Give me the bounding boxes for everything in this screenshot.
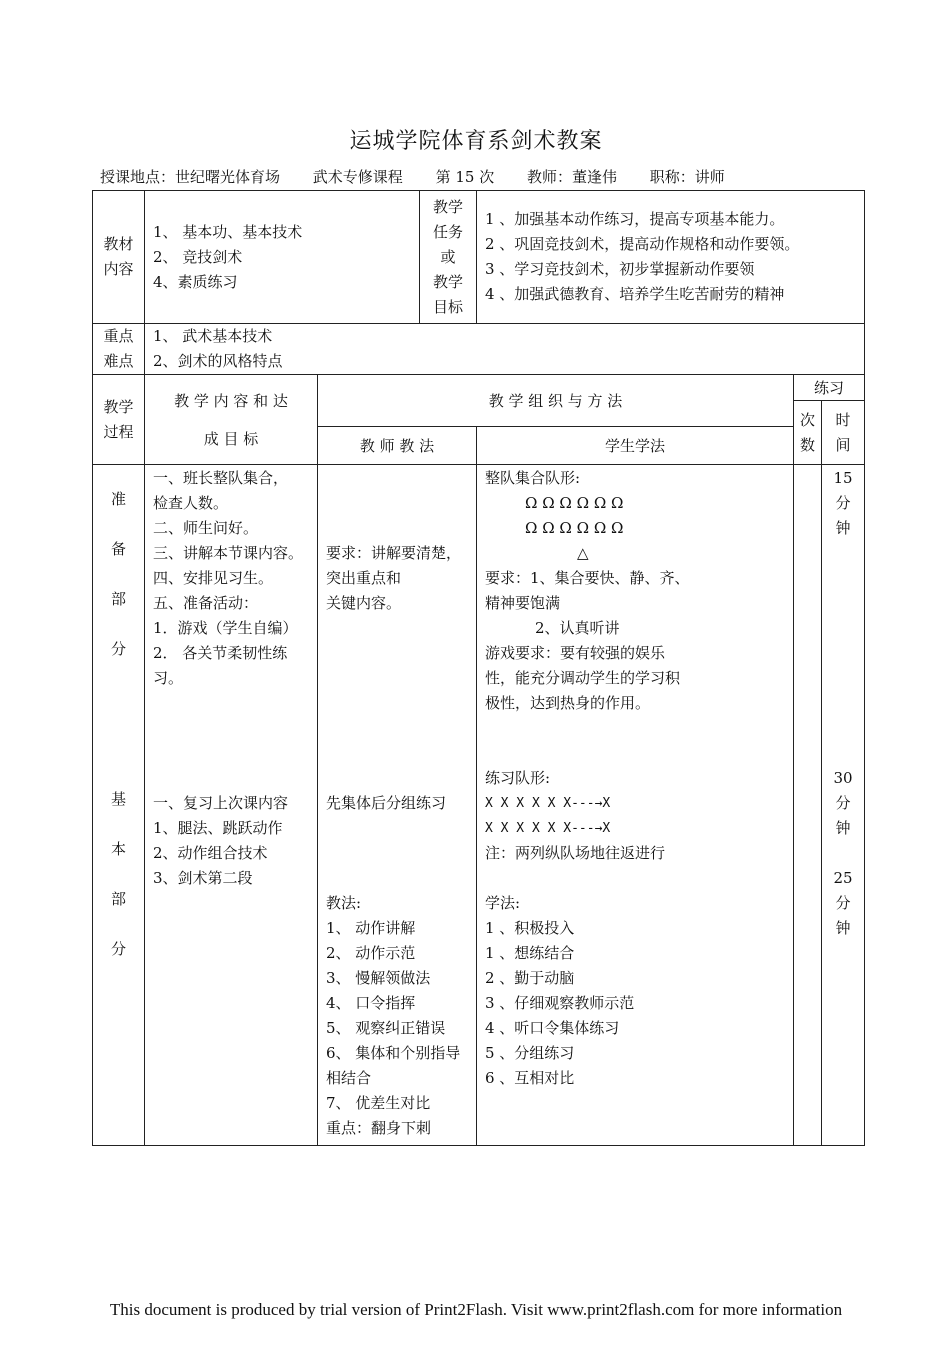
content-goal-header-text: 成 目 标 xyxy=(203,429,259,448)
key-points-label: 难点 xyxy=(103,352,134,370)
prep-student-line: 要求：1、集合要快、静、齐、 xyxy=(485,569,690,587)
teacher-method-cell xyxy=(318,465,477,1146)
main-time-1: 30 xyxy=(833,769,853,787)
duration-header xyxy=(822,401,865,465)
main-content-item: 3、剑术第二段 xyxy=(153,869,253,887)
main-time-2: 钟 xyxy=(835,919,851,937)
prep-formation-row: Ω Ω Ω Ω Ω Ω xyxy=(525,519,624,537)
tasks-content-cell xyxy=(477,191,865,324)
content-goal-header xyxy=(145,375,318,465)
prep-content-item: 习。 xyxy=(153,669,184,687)
main-student-item: 5 、分组练习 xyxy=(485,1044,575,1062)
materials-label-cell xyxy=(93,191,145,324)
key-point-item: 2、剑术的风格特点 xyxy=(153,352,283,370)
student-method-cell xyxy=(477,465,794,1146)
task-item: 4 、加强武德教育、培养学生吃苦耐劳的精神 xyxy=(485,285,785,303)
org-method-header xyxy=(318,375,794,427)
process-header-text: 过程 xyxy=(103,422,134,441)
prep-student-heading: 整队集合队形: xyxy=(485,469,581,487)
prep-teacher-line: 要求：讲解要清楚，突出重点和 xyxy=(326,544,462,587)
main-teacher-item: 2、 动作示范 xyxy=(326,944,416,962)
times-header-text: 次 xyxy=(799,410,815,429)
materials-item: 1、 基本功、基本技术 xyxy=(153,222,303,241)
main-student-note: 注：两列纵队场地往返进行 xyxy=(485,844,666,862)
content-goal-cell xyxy=(145,465,318,1146)
main-time-1: 钟 xyxy=(835,819,851,837)
main-content-item: 一、复习上次课内容 xyxy=(153,794,289,812)
task-item: 3 、学习竞技剑术，初步掌握新动作要领 xyxy=(485,260,755,278)
header-row-1 xyxy=(93,375,865,401)
main-content-item: 1、腿法、跳跃动作 xyxy=(153,819,283,837)
main-label: 部 xyxy=(110,890,126,908)
duration-cell xyxy=(822,465,865,1146)
prep-student-line: 性，能充分调动学生的学习积 xyxy=(485,669,681,687)
main-teacher-heading: 教法: xyxy=(326,894,362,912)
tasks-label: 教学 xyxy=(432,272,463,291)
teacher-method-header-text: 教 师 教 法 xyxy=(359,437,435,455)
prep-content-item: 四、安排见习生。 xyxy=(153,569,274,587)
duration-header-text: 时 xyxy=(835,410,851,429)
task-item: 2 、巩固竞技剑术，提高动作规格和动作要领。 xyxy=(485,235,800,253)
tasks-label: 目标 xyxy=(432,297,463,316)
times-header xyxy=(794,401,822,465)
org-method-header-text: 教 学 组 织 与 方 法 xyxy=(488,392,623,410)
main-formation-row: X X X X X X---→X xyxy=(485,821,611,836)
materials-item: 4、素质练习 xyxy=(153,272,238,291)
info-teacher: 教师：董逢伟 xyxy=(527,168,618,186)
prep-content-item: 二、师生问好。 xyxy=(153,519,259,537)
prep-student-line: 游戏要求：要有较强的娱乐 xyxy=(485,644,666,662)
prep-time: 15 xyxy=(833,469,853,487)
info-rank: 职称：讲师 xyxy=(649,168,725,186)
prep-content-item: 1．游戏（学生自编） xyxy=(153,619,298,637)
practice-header-text: 练习 xyxy=(814,379,845,397)
process-header-text: 教学 xyxy=(103,397,134,416)
main-teacher-item: 重点：翻身下刺 xyxy=(326,1119,432,1137)
main-time-1: 分 xyxy=(835,794,851,812)
prep-time: 钟 xyxy=(835,519,851,537)
tasks-label: 教学 xyxy=(432,197,463,216)
prep-label: 部 xyxy=(110,590,126,608)
materials-row xyxy=(93,191,865,324)
main-time-2: 25 xyxy=(833,869,853,887)
task-item: 1 、加强基本动作练习，提高专项基本能力。 xyxy=(485,210,785,228)
prep-teacher-line: 关键内容。 xyxy=(326,594,402,612)
key-points-label-cell xyxy=(93,324,145,375)
main-student-item: 1 、积极投入 xyxy=(485,919,575,937)
materials-content-cell xyxy=(145,191,420,324)
info-session: 第 15 次 xyxy=(435,168,495,186)
prep-student-line: 精神要饱满 xyxy=(485,594,561,612)
prep-label: 准 xyxy=(110,490,126,508)
main-teacher-item: 1、 动作讲解 xyxy=(326,919,416,937)
tasks-label: 或 xyxy=(440,247,456,266)
process-header xyxy=(93,375,145,465)
key-point-item: 1、 武术基本技术 xyxy=(153,327,273,345)
main-formation-row: X X X X X X---→X xyxy=(485,796,611,811)
trial-footer: This document is produced by trial version of Print2Flash. Visit www.print2flash.com for more information xyxy=(109,1300,843,1319)
main-label: 分 xyxy=(110,940,126,958)
info-place: 授课地点：世纪曙光体育场 xyxy=(100,168,281,186)
times-cell xyxy=(794,465,822,1146)
prep-content-item: 2． 各关节柔韧性练 xyxy=(153,644,288,662)
lesson-plan-table xyxy=(92,190,865,1146)
triangle-icon: △ xyxy=(577,544,589,562)
main-label: 本 xyxy=(110,840,126,858)
prep-content-item: 五、准备活动： xyxy=(153,594,259,612)
student-method-header xyxy=(477,427,794,465)
info-course: 武术专修课程 xyxy=(312,168,403,186)
key-points-label: 重点 xyxy=(103,327,134,345)
teacher-method-header xyxy=(318,427,477,465)
lesson-info xyxy=(100,166,753,187)
content-goal-header-text: 教 学 内 容 和 达 xyxy=(174,391,288,410)
student-method-header-text: 学生学法 xyxy=(604,437,665,455)
main-content-item: 2、动作组合技术 xyxy=(153,844,268,862)
key-points-row xyxy=(93,324,865,375)
main-teacher-first: 先集体后分组练习 xyxy=(326,794,447,812)
main-teacher-item: 5、 观察纠正错误 xyxy=(326,1019,446,1037)
materials-label: 教材 xyxy=(103,235,134,253)
prep-time: 分 xyxy=(835,494,851,512)
prep-student-line: 2、认真听讲 xyxy=(535,619,620,637)
prep-content-item: 三、讲解本节课内容。 xyxy=(153,544,304,562)
duration-header-text: 间 xyxy=(835,435,851,454)
main-student-heading: 练习队形: xyxy=(485,769,551,787)
main-teacher-item: 6、 集体和个别指导相结合 xyxy=(326,1044,461,1087)
main-teacher-item: 3、 慢解领做法 xyxy=(326,969,431,987)
prep-content-item: 检查人数。 xyxy=(153,494,229,512)
main-label: 基 xyxy=(110,790,126,808)
procedure-row xyxy=(93,465,865,1146)
prep-student-line: 极性，达到热身的作用。 xyxy=(485,694,651,712)
key-points-content-cell xyxy=(145,324,865,375)
materials-label: 内容 xyxy=(103,260,134,278)
main-teacher-item: 4、 口令指挥 xyxy=(326,994,416,1012)
materials-item: 2、 竞技剑术 xyxy=(153,247,243,266)
times-header-text: 数 xyxy=(799,435,815,454)
main-student-item: 6 、互相对比 xyxy=(485,1069,575,1087)
main-student-item: 3 、仔细观察教师示范 xyxy=(485,994,635,1012)
section-label-cell xyxy=(93,465,145,1146)
prep-content-item: 一、班长整队集合， xyxy=(153,469,289,487)
prep-label: 分 xyxy=(110,640,126,658)
tasks-label: 任务 xyxy=(432,222,463,241)
main-student-item: 4 、听口令集体练习 xyxy=(485,1019,620,1037)
main-student-item: 1 、想练结合 xyxy=(485,944,575,962)
prep-label: 备 xyxy=(110,540,126,558)
main-time-2: 分 xyxy=(835,894,851,912)
practice-header xyxy=(794,375,865,401)
main-student-method-heading: 学法: xyxy=(485,894,521,912)
tasks-label-cell xyxy=(420,191,477,324)
page-title: 运城学院体育系剑术教案 xyxy=(349,129,603,154)
main-student-item: 2 、勤于动脑 xyxy=(485,969,575,987)
prep-formation-row: Ω Ω Ω Ω Ω Ω xyxy=(525,494,624,512)
main-teacher-item: 7、 优差生对比 xyxy=(326,1094,431,1112)
